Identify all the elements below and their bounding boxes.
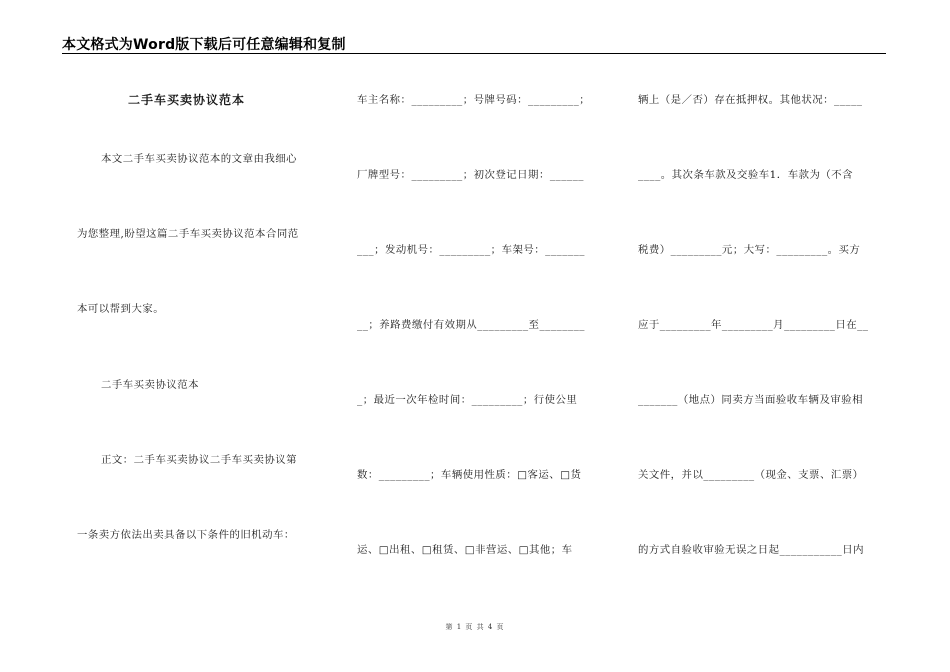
document-title: 二手车买卖协议范本 [128, 93, 246, 107]
text-line: 数：_________；车辆使用性质：□客运、□货 [357, 469, 582, 481]
text-line: 厂牌型号：_________；初次登记日期：______ [357, 169, 585, 181]
text-line: _；最近一次年检时间：_________；行使公里 [357, 394, 578, 406]
text-line: 本可以帮到大家。 [77, 303, 165, 315]
text-line: 运、□出租、□租赁、□非营运、□其他；车 [357, 544, 573, 556]
text-line: 辆上（是／否）存在抵押权。其他状况：_____ [638, 94, 863, 106]
text-line: __；养路费缴付有效期从_________至________ [357, 319, 586, 331]
header-text: 本文格式为Word版下载后可任意编辑和复制 [62, 37, 346, 53]
text-line: 的方式自验收审验无误之日起___________日内 [638, 544, 865, 556]
text-line: 车主名称：_________；号牌号码：_________； [357, 94, 591, 106]
text-line: 一条卖方依法出卖具备以下条件的旧机动车： [77, 529, 295, 541]
text-line: 为您整理,盼望这篇二手车买卖协议范本合同范 [77, 228, 299, 240]
text-line: _______（地点）同卖方当面验收车辆及审验相 [638, 394, 864, 406]
text-line: 正文：二手车买卖协议二手车买卖协议第 [101, 454, 298, 466]
text-line: 应于_________年_________月_________日在__ [638, 319, 869, 331]
section-heading: 二手车买卖协议范本 [101, 379, 200, 391]
text-line: 关文件，并以_________（现金、支票、汇票） [638, 469, 864, 481]
page-header [62, 34, 886, 54]
text-line: 税费）_________元；大写：_________。买方 [638, 244, 861, 256]
text-line: ____。其次条车款及交验车1．车款为（不含 [638, 169, 854, 181]
page-footer: 第 1 页 共 4 页 [445, 623, 505, 631]
text-line: 本文二手车买卖协议范本的文章由我细心 [101, 153, 298, 165]
text-line: ___；发动机号：_________；车架号：_______ [357, 244, 586, 256]
